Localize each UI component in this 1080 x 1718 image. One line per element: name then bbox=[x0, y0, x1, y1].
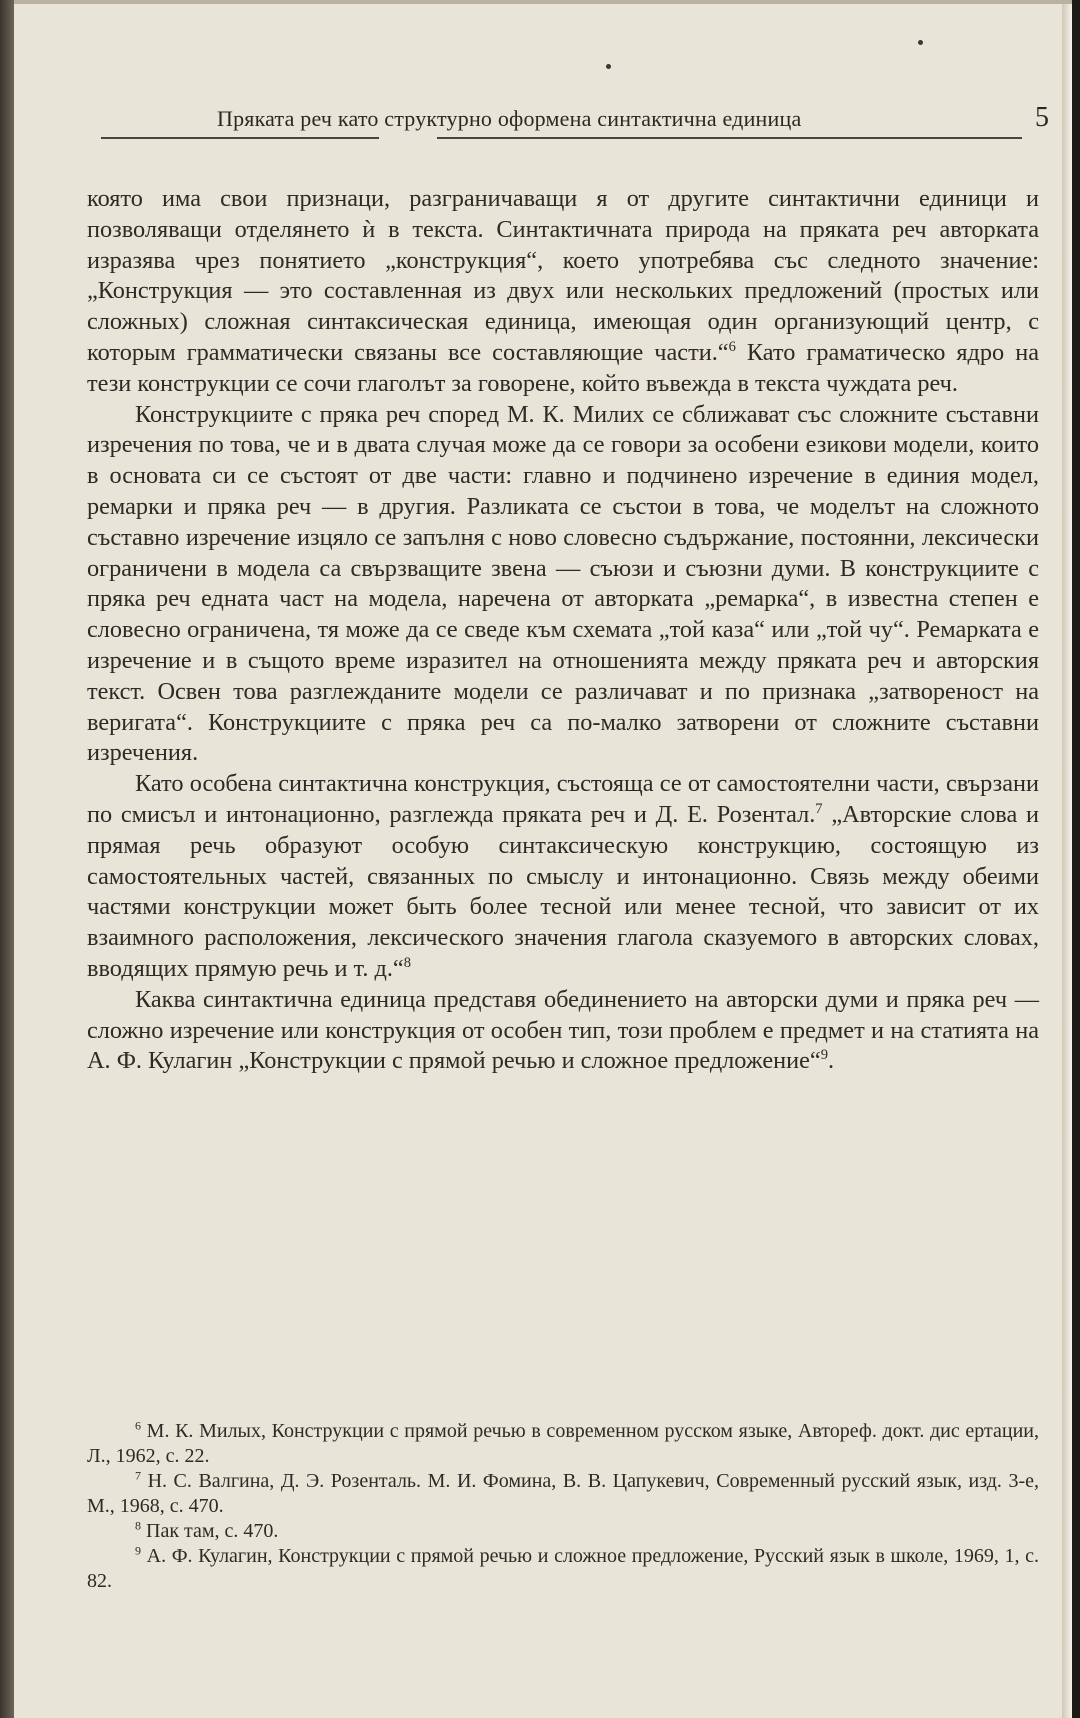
footnote-number: 9 bbox=[135, 1543, 141, 1558]
paragraph-text: Каква синтактична единица представя обединението на авторски думи и пряка реч — сложно изречение или конструкция от особен тип, този проблем е предмет и на статията на А. Ф. Кулагин „Конструкции с прямой речью и сложное предложение“ bbox=[87, 985, 1039, 1075]
paragraph-text: „Авторские слова и прямая речь образуют особую синтаксическую конструкцию, состоящую из самостоятельных частей, связанных по смыслу и интонационно. Связь между обеими частями конструкции может быть более тесной или менее тесной, что зависит от их взаимного расположения, лексического значения глагола сказуемого в авторских словах, вводящих прямую речь и т. д.“ bbox=[87, 800, 1039, 982]
header-rule-right bbox=[437, 137, 1022, 139]
footnotes bbox=[87, 1419, 1039, 1594]
footnote-number: 7 bbox=[135, 1468, 141, 1483]
scan-speck bbox=[918, 40, 923, 45]
paragraph-text: Конструкциите с пряка реч според М. К. Милих се сближават със сложните съставни изречения по това, че и в двата случая може да се говори за особени езикови модели, които в основата си се състоят от две части: главно и подчинено изречение в единия модел, ремарки и пряка реч — в другия. Разликата се състои в това, че моделът на сложното съставно изречение изцяло се запълня с ново словесно съдържание, постоянни, лексически ограничени в модела са свързващите звена — съюзи и съюзни думи. В конструкциите с пряка реч едната част на модела, наречена от авторката „ремарка“, в известна степен е словесно ограничена, тя може да се сведе към схемата „той каза“ или „той чу“. Ремарката е изречение и в същото време изразител на отношенията между пряката реч и авторския текст. Освен това разглежданите модели се различават и по признака „затвореност на веригата“. Конструкциите с пряка реч са по-малко затворени от сложните съставни изречения. bbox=[87, 400, 1039, 767]
page-gutter-shadow bbox=[0, 0, 14, 1718]
main-text bbox=[87, 184, 1039, 1077]
paragraph bbox=[87, 985, 1039, 1077]
footnote-text: Пак там, с. 470. bbox=[146, 1520, 279, 1542]
scan-top-edge bbox=[14, 0, 1072, 4]
book-page bbox=[14, 0, 1072, 1718]
scan-speck bbox=[606, 64, 611, 69]
footnote-ref: 7 bbox=[815, 800, 823, 817]
footnote-number: 8 bbox=[135, 1518, 141, 1533]
paragraph-text: която има свои признаци, разграничаващи я от другите синтактични единици и позволяващи отделянето ѝ в текста. Синтактичната природа на пряката реч авторката изразява чрез понятието „конструкция“, което употребява със следното значение: „Конструкция — это составленная из двух или нескольких предложений (простых или сложных) сложная синтаксическая единица, имеющая один организующий центр, с которым грамматически связаны все составляющие части.“ bbox=[87, 185, 1039, 366]
footnote bbox=[87, 1519, 1039, 1544]
page-number: 5 bbox=[1035, 102, 1049, 133]
footnote-number: 6 bbox=[135, 1418, 141, 1433]
paragraph bbox=[87, 769, 1039, 985]
footnote-ref: 6 bbox=[728, 338, 736, 355]
header-rule-left bbox=[101, 137, 379, 139]
running-title: Пряката реч като структурно оформена синтактична единица bbox=[217, 106, 802, 131]
paragraph bbox=[87, 184, 1039, 400]
footnote-text: Н. С. Валгина, Д. Э. Розенталь. М. И. Фомина, В. В. Цапукевич, Современный русский язык, изд. 3-е, М., 1968, с. 470. bbox=[87, 1470, 1040, 1517]
footnote bbox=[87, 1419, 1039, 1469]
page-edge bbox=[1062, 0, 1072, 1718]
paragraph-text: Като граматическо ядро на тези конструкции се сочи глаголът за говорене, който въвежда в текста чуждата реч. bbox=[87, 338, 1039, 397]
footnote-ref: 8 bbox=[403, 954, 412, 971]
footnote bbox=[87, 1469, 1039, 1519]
paragraph bbox=[87, 400, 1039, 770]
footnote-text: А. Ф. Кулагин, Конструкции с прямой речью и сложное предложение, Русский язык в школе, 1969, 1, с. 82. bbox=[87, 1545, 1039, 1592]
footnote bbox=[87, 1544, 1039, 1594]
footnote-ref: 9 bbox=[820, 1047, 828, 1064]
footnote-text: М. К. Милых, Конструкции с прямой речью в современном русском языке, Автореф. докт. дис ертации, Л., 1962, с. 22. bbox=[87, 1420, 1039, 1467]
paragraph-text: Като особена синтактична конструкция, състояща се от самостоятелни части, свързани по смисъл и интонационно, разглежда пряката реч и Д. Е. Розентал. bbox=[87, 770, 1039, 828]
paragraph-text: . bbox=[827, 1047, 835, 1075]
